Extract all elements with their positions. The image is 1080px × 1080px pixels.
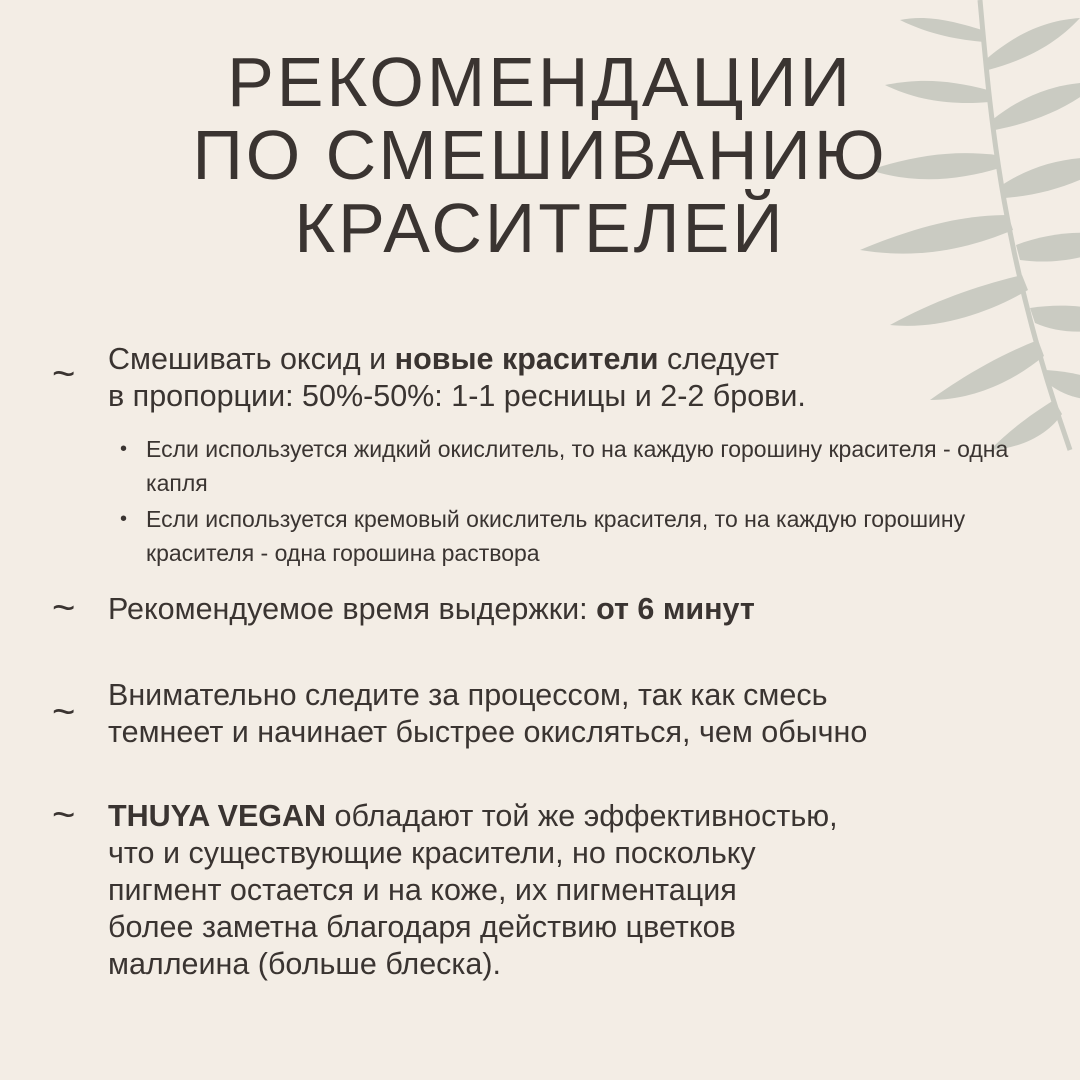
tilde-icon: ~ bbox=[52, 586, 76, 630]
bullet-list bbox=[120, 432, 1030, 572]
brand-name: THUYA VEGAN bbox=[108, 799, 327, 833]
bullet-text: Если используется жидкий окислитель, то на каждую горошину красителя - одна капля bbox=[146, 436, 1009, 496]
bullet-text: Если используется кремовый окислитель красителя, то на каждую горошину красителя - одна горошина раствора bbox=[146, 506, 966, 566]
item-text bbox=[108, 798, 1028, 983]
page-title: РЕКОМЕНДАЦИИ ПО СМЕШИВАНИЮ КРАСИТЕЛЕЙ bbox=[192, 43, 888, 267]
item2-pre: Рекомендуемое время выдержки: bbox=[108, 592, 597, 626]
item3-line2: темнеет и начинает быстрее окисляться, чем обычно bbox=[108, 715, 868, 749]
item3-line1: Внимательно следите за процессом, так как смесь bbox=[108, 678, 828, 712]
item1-line2: в пропорции: 50%-50%: 1-1 ресницы и 2-2 брови. bbox=[108, 379, 806, 413]
tilde-icon: ~ bbox=[52, 793, 76, 837]
item-text bbox=[108, 341, 1028, 415]
list-item bbox=[120, 502, 1030, 570]
bullet-icon: • bbox=[120, 438, 128, 460]
item4-line5: маллеина (больше блеска). bbox=[108, 947, 502, 981]
item-text bbox=[108, 591, 1028, 628]
list-item bbox=[120, 432, 1030, 500]
tilde-icon: ~ bbox=[52, 352, 76, 396]
item4-line4: более заметна благодаря действию цветков bbox=[108, 910, 736, 944]
item1-pre: Смешивать оксид и bbox=[108, 342, 395, 376]
item4-line2: что и существующие красители, но поскольку bbox=[108, 836, 756, 870]
item4-line3: пигмент остается и на коже, их пигментация bbox=[108, 873, 737, 907]
bullet-icon: • bbox=[120, 508, 128, 530]
item2-bold: от 6 минут bbox=[596, 592, 755, 626]
item4-post: обладают той же эффективностью, bbox=[326, 799, 838, 833]
tilde-icon: ~ bbox=[52, 690, 76, 734]
item1-bold: новые красители bbox=[394, 342, 659, 376]
item-text bbox=[108, 677, 1028, 751]
item1-post: следует bbox=[658, 342, 779, 376]
